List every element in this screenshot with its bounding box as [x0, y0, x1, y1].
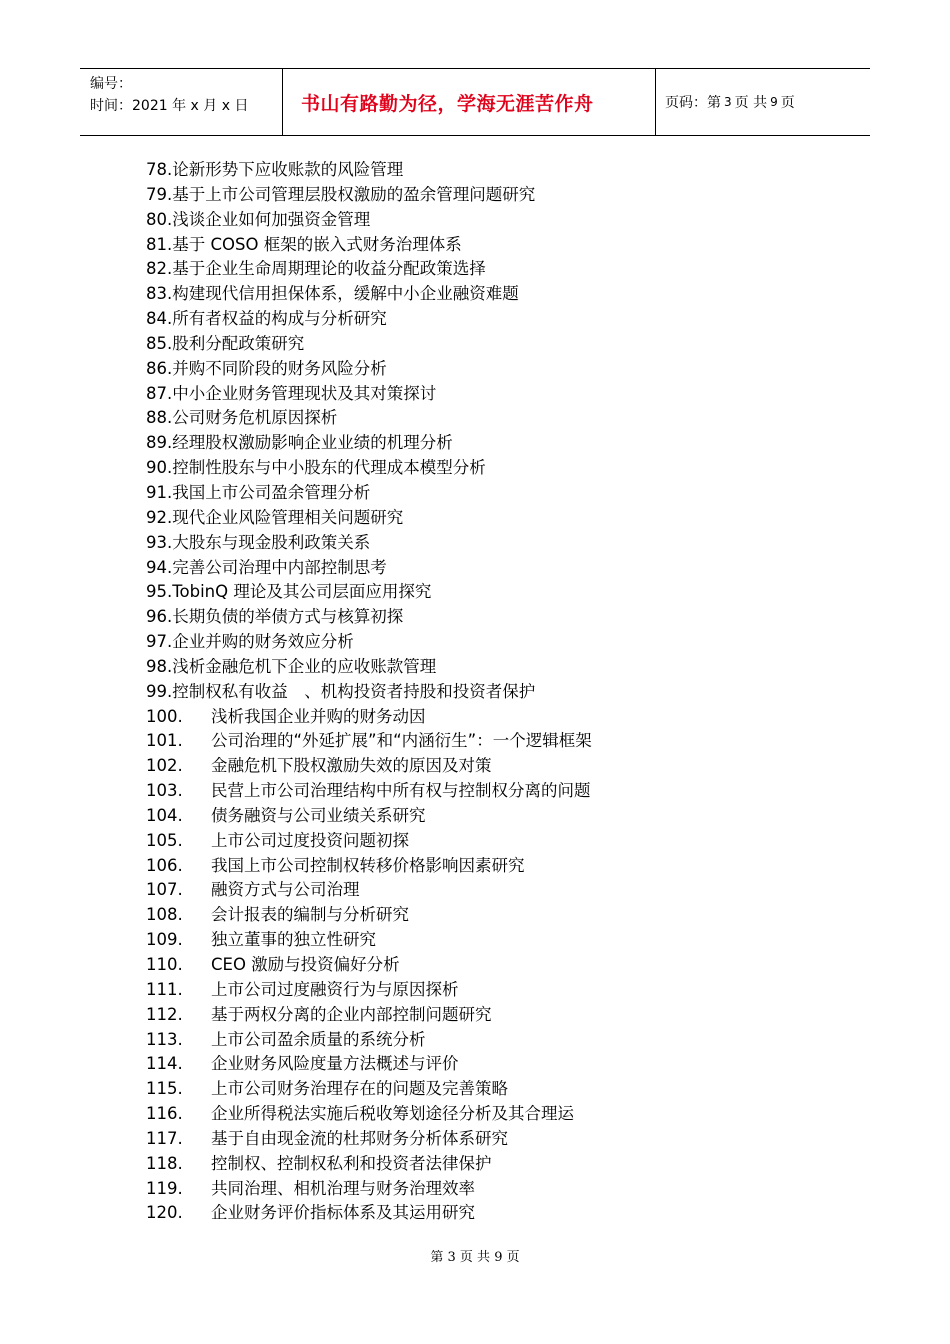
list-item [146, 630, 866, 655]
item-text: 基于自由现金流的杜邦财务分析体系研究 [211, 1128, 508, 1148]
item-text: 浅析金融危机下企业的应收账款管理 [172, 656, 437, 676]
page-footer: 第 3 页 共 9 页 [430, 1250, 520, 1265]
item-number: 85. [146, 333, 173, 353]
item-number: 108. [146, 905, 183, 925]
item-number: 96. [146, 607, 173, 627]
item-text: 债务融资与公司业绩关系研究 [211, 805, 426, 825]
item-text: 现代企业风险管理相关问题研究 [172, 507, 404, 527]
list-item [146, 854, 866, 879]
list-item [146, 1177, 866, 1202]
item-number: 92. [146, 507, 173, 527]
item-text: 企业并购的财务效应分析 [172, 632, 354, 652]
item-text: TobinQ 理论及其公司层面应用探究 [172, 582, 432, 602]
item-text: CEO 激励与投资偏好分析 [211, 955, 400, 974]
item-number: 119. [146, 1178, 183, 1198]
page-label-b: 页 共 [734, 95, 768, 111]
item-number: 82. [146, 259, 173, 279]
item-text: 论新形势下应收账款的风险管理 [172, 160, 404, 179]
page-label-c: 页 [780, 95, 795, 111]
item-text: 公司治理的“外延扩展”和“内涵衍生”：一个逻辑框架 [211, 731, 592, 751]
item-number: 114. [146, 1054, 183, 1074]
item-number: 83. [146, 284, 173, 304]
item-text: 上市公司过度投资问题初探 [211, 830, 409, 850]
item-number: 93. [146, 532, 173, 552]
list-item [146, 1028, 866, 1053]
list-item [146, 1003, 866, 1028]
item-number: 107. [146, 880, 183, 900]
list-item [146, 556, 866, 581]
motto: 书山有路勤为径，学海无涯苦作舟 [301, 92, 594, 115]
list-item [146, 183, 866, 208]
item-text: 公司财务危机原因探析 [172, 408, 338, 428]
list-item [146, 729, 866, 754]
list-item [146, 257, 866, 282]
item-text: 共同治理、相机治理与财务治理效率 [211, 1178, 475, 1198]
item-number: 117. [146, 1128, 183, 1148]
item-number: 94. [146, 557, 173, 577]
list-item [146, 1052, 866, 1077]
page-header [80, 68, 870, 136]
item-number: 110. [146, 955, 183, 974]
item-number: 78. [146, 160, 173, 179]
list-item [146, 878, 866, 903]
item-text: 独立董事的独立性研究 [211, 930, 376, 950]
item-text: 上市公司盈余质量的系统分析 [211, 1029, 426, 1049]
list-item [146, 680, 866, 705]
list-item [146, 655, 866, 680]
item-number: 91. [146, 482, 173, 502]
list-item [146, 978, 866, 1003]
header-motto-cell [283, 69, 656, 135]
item-number: 88. [146, 408, 173, 428]
list-item [146, 282, 866, 307]
list-item [146, 1127, 866, 1152]
item-text: 我国上市公司盈余管理分析 [172, 482, 371, 502]
list-item [146, 804, 866, 829]
list-item [146, 605, 866, 630]
item-number: 102. [146, 756, 183, 776]
item-text: 上市公司过度融资行为与原因探析 [211, 979, 459, 999]
header-page-info [656, 69, 870, 135]
item-number: 101. [146, 731, 183, 751]
item-text: 上市公司财务治理存在的问题及完善策略 [211, 1079, 508, 1099]
list-item [146, 1077, 866, 1102]
list-item [146, 705, 866, 730]
page-total: 9 [770, 95, 778, 109]
item-number: 116. [146, 1104, 183, 1124]
list-item [146, 456, 866, 481]
item-number: 99. [146, 681, 173, 701]
item-text: 企业财务评价指标体系及其运用研究 [211, 1203, 475, 1223]
item-number: 115. [146, 1079, 183, 1099]
item-text: 基于两权分离的企业内部控制问题研究 [211, 1004, 492, 1024]
code-label: 编号： [90, 76, 132, 92]
list-item [146, 233, 866, 258]
item-text: 中小企业财务管理现状及其对策探讨 [172, 383, 437, 403]
item-text: 大股东与现金股利政策关系 [172, 532, 371, 552]
item-text: 控制权私有收益 、机构投资者持股和投资者保护 [172, 681, 536, 701]
list-item [146, 1201, 866, 1226]
list-item [146, 357, 866, 382]
item-text: 基于企业生命周期理论的收益分配政策选择 [172, 259, 486, 279]
list-item [146, 953, 866, 978]
list-item [146, 754, 866, 779]
item-number: 86. [146, 358, 173, 378]
item-number: 98. [146, 656, 173, 676]
item-text: 浅谈企业如何加强资金管理 [172, 209, 371, 229]
item-number: 80. [146, 209, 173, 229]
page-label-a: 页码：第 [665, 95, 721, 111]
page-number: 3 [724, 95, 732, 109]
list-item [146, 481, 866, 506]
item-number: 118. [146, 1153, 183, 1173]
list-item [146, 307, 866, 332]
item-number: 81. [146, 234, 173, 254]
list-item [146, 903, 866, 928]
list-item [146, 208, 866, 233]
item-text: 融资方式与公司治理 [211, 880, 360, 900]
item-number: 109. [146, 930, 183, 950]
item-text: 基于 COSO 框架的嵌入式财务治理体系 [172, 234, 462, 254]
list-item [146, 382, 866, 407]
item-number: 113. [146, 1029, 183, 1049]
item-number: 87. [146, 383, 173, 403]
item-text: 长期负债的举债方式与核算初探 [172, 607, 404, 627]
item-text: 金融危机下股权激励失效的原因及对策 [211, 756, 492, 776]
item-number: 97. [146, 632, 173, 652]
header-meta [80, 69, 283, 135]
item-text: 经理股权激励影响企业业绩的机理分析 [172, 433, 453, 453]
item-text: 企业所得税法实施后税收筹划途径分析及其合理运 [211, 1104, 574, 1124]
item-number: 104. [146, 805, 183, 825]
item-number: 112. [146, 1004, 183, 1024]
list-item [146, 506, 866, 531]
item-text: 所有者权益的构成与分析研究 [172, 309, 387, 329]
list-item [146, 158, 866, 183]
item-text: 构建现代信用担保体系，缓解中小企业融资难题 [172, 284, 519, 304]
item-number: 100. [146, 706, 183, 726]
item-number: 79. [146, 184, 173, 204]
list-item [146, 928, 866, 953]
list-item [146, 332, 866, 357]
list-item [146, 531, 866, 556]
item-text: 浅析我国企业并购的财务动因 [211, 706, 426, 726]
list-item [146, 1152, 866, 1177]
item-number: 84. [146, 309, 173, 329]
list-item [146, 779, 866, 804]
list-item [146, 580, 866, 605]
topic-list [146, 158, 866, 1226]
item-number: 103. [146, 781, 183, 801]
item-number: 89. [146, 433, 173, 453]
item-text: 股利分配政策研究 [172, 333, 305, 353]
list-item [146, 1102, 866, 1127]
item-number: 120. [146, 1203, 183, 1223]
item-text: 基于上市公司管理层股权激励的盈余管理问题研究 [172, 184, 536, 204]
item-number: 95. [146, 582, 173, 602]
item-text: 民营上市公司治理结构中所有权与控制权分离的问题 [211, 781, 591, 801]
date-label: 时间：2021 年 x 月 x 日 [90, 98, 249, 114]
list-item [146, 431, 866, 456]
item-number: 111. [146, 979, 183, 999]
item-text: 控制性股东与中小股东的代理成本模型分析 [172, 458, 486, 478]
list-item [146, 829, 866, 854]
item-text: 我国上市公司控制权转移价格影响因素研究 [211, 855, 525, 875]
item-text: 并购不同阶段的财务风险分析 [172, 358, 387, 378]
item-number: 106. [146, 855, 183, 875]
list-item [146, 406, 866, 431]
item-text: 控制权、控制权私利和投资者法律保护 [211, 1153, 492, 1173]
item-text: 完善公司治理中内部控制思考 [172, 557, 387, 577]
item-text: 企业财务风险度量方法概述与评价 [211, 1054, 459, 1074]
item-text: 会计报表的编制与分析研究 [211, 905, 409, 925]
item-number: 90. [146, 458, 173, 478]
item-number: 105. [146, 830, 183, 850]
